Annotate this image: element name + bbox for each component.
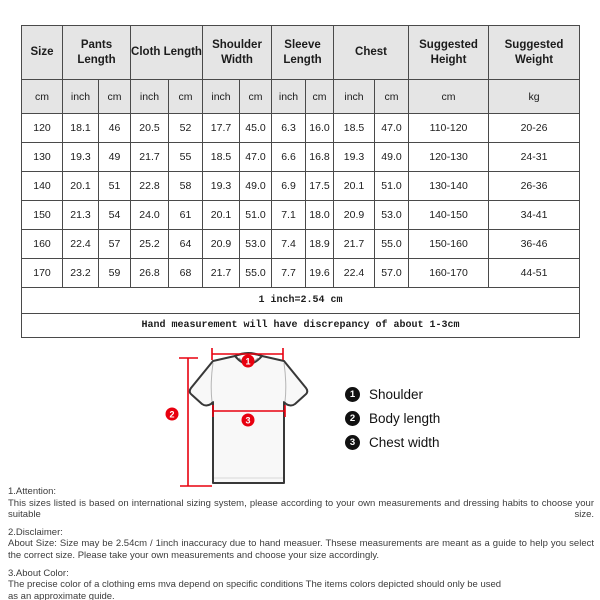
table-cell: 170 <box>22 259 63 288</box>
table-cell: 53.0 <box>240 230 272 259</box>
table-cell: 25.2 <box>131 230 169 259</box>
table-cell: 20.1 <box>334 172 375 201</box>
unit-cell: inch <box>131 80 169 114</box>
table-cell: 59 <box>99 259 131 288</box>
table-row <box>22 114 580 143</box>
table-cell: 7.7 <box>272 259 306 288</box>
table-cell: 23.2 <box>63 259 99 288</box>
table-cell: 110-120 <box>409 114 489 143</box>
header-sleeve-length: Sleeve Length <box>272 26 334 80</box>
table-row <box>22 201 580 230</box>
table-cell: 68 <box>169 259 203 288</box>
legend-item-body-length <box>345 411 440 426</box>
table-cell: 51.0 <box>240 201 272 230</box>
table-cell: 140-150 <box>409 201 489 230</box>
notes-section <box>8 486 594 600</box>
table-cell: 19.3 <box>334 143 375 172</box>
table-cell: 21.7 <box>334 230 375 259</box>
table-cell: 20.1 <box>203 201 240 230</box>
marker-num-1: 1 <box>245 356 251 367</box>
note-heading: 3.About Color: <box>8 567 69 579</box>
table-cell: 6.6 <box>272 143 306 172</box>
legend-label: Body length <box>369 411 441 426</box>
diagram-legend <box>345 387 440 459</box>
unit-cell: cm <box>375 80 409 114</box>
table-cell: 22.4 <box>334 259 375 288</box>
circled-number-icon: 2 <box>345 411 360 426</box>
unit-cell: cm <box>22 80 63 114</box>
table-cell: 24-31 <box>489 143 580 172</box>
table-cell: 49 <box>99 143 131 172</box>
table-cell: 51 <box>99 172 131 201</box>
table-cell: 34-41 <box>489 201 580 230</box>
table-cell: 64 <box>169 230 203 259</box>
table-cell: 160-170 <box>409 259 489 288</box>
table-cell: 55.0 <box>240 259 272 288</box>
table-cell: 6.3 <box>272 114 306 143</box>
table-cell: 150-160 <box>409 230 489 259</box>
table-cell: 19.6 <box>306 259 334 288</box>
table-cell: 7.1 <box>272 201 306 230</box>
table-cell: 18.1 <box>63 114 99 143</box>
unit-cell: kg <box>489 80 580 114</box>
header-row <box>22 26 580 80</box>
table-cell: 18.5 <box>203 143 240 172</box>
units-row <box>22 80 580 114</box>
tshirt-diagram <box>155 340 325 500</box>
header-suggested-weight: Suggested Weight <box>489 26 580 80</box>
table-cell: 55 <box>169 143 203 172</box>
table-cell: 24.0 <box>131 201 169 230</box>
table-cell: 20.1 <box>63 172 99 201</box>
measurement-note: Hand measurement will have discrepancy of about 1-3cm <box>22 314 580 338</box>
legend-item-chest-width <box>345 435 440 450</box>
table-cell: 49.0 <box>240 172 272 201</box>
table-row <box>22 172 580 201</box>
unit-cell: cm <box>240 80 272 114</box>
table-cell: 58 <box>169 172 203 201</box>
table-cell: 49.0 <box>375 143 409 172</box>
note-heading: 2.Disclaimer: <box>8 526 63 538</box>
note-body: About Size: Size may be 2.54cm / 1inch inaccuracy due to hand measuer. Thsese measurements are meant as a guide to help you select the correct size. Please take your own measurements and choose your size accordingly. <box>8 538 594 561</box>
marker-num-3: 3 <box>245 415 251 426</box>
header-size: Size <box>22 26 63 80</box>
table-cell: 21.7 <box>203 259 240 288</box>
unit-cell: cm <box>99 80 131 114</box>
table-row <box>22 143 580 172</box>
note-body: This sizes listed is based on international sizing system, please according to your own measurements and dressing habits to choose your suitable size. <box>8 497 594 521</box>
note-disclaimer <box>8 527 594 562</box>
table-row <box>22 230 580 259</box>
table-cell: 19.3 <box>63 143 99 172</box>
note-body: The precise color of a clothing ems mva depend on specific conditions The items colors depicted should only be used as an approximate guide. <box>8 579 502 600</box>
table-cell: 18.0 <box>306 201 334 230</box>
table-cell: 18.9 <box>306 230 334 259</box>
table-cell: 19.3 <box>203 172 240 201</box>
table-cell: 46 <box>99 114 131 143</box>
table-cell: 47.0 <box>375 114 409 143</box>
header-suggested-height: Suggested Height <box>409 26 489 80</box>
table-cell: 7.4 <box>272 230 306 259</box>
table-cell: 120-130 <box>409 143 489 172</box>
table-cell: 52 <box>169 114 203 143</box>
legend-label: Shoulder <box>369 387 424 402</box>
table-cell: 140 <box>22 172 63 201</box>
note-heading: 1.Attention: <box>8 486 57 497</box>
table-cell: 18.5 <box>334 114 375 143</box>
table-cell: 36-46 <box>489 230 580 259</box>
legend-item-shoulder <box>345 387 440 402</box>
table-cell: 130-140 <box>409 172 489 201</box>
table-cell: 20.9 <box>334 201 375 230</box>
table-row <box>22 259 580 288</box>
measurement-note-row <box>22 314 580 338</box>
unit-cell: cm <box>306 80 334 114</box>
table-cell: 26-36 <box>489 172 580 201</box>
table-cell: 150 <box>22 201 63 230</box>
table-cell: 6.9 <box>272 172 306 201</box>
header-pants-length: Pants Length <box>63 26 131 80</box>
table-cell: 16.0 <box>306 114 334 143</box>
header-shoulder-width: Shoulder Width <box>203 26 272 80</box>
circled-number-icon: 3 <box>345 435 360 450</box>
table-cell: 51.0 <box>375 172 409 201</box>
header-chest: Chest <box>334 26 409 80</box>
table-cell: 44-51 <box>489 259 580 288</box>
unit-cell: inch <box>203 80 240 114</box>
unit-cell: inch <box>272 80 306 114</box>
note-attention <box>8 486 594 521</box>
table-cell: 17.7 <box>203 114 240 143</box>
table-cell: 47.0 <box>240 143 272 172</box>
marker-num-2: 2 <box>169 409 175 420</box>
table-cell: 57 <box>99 230 131 259</box>
table-cell: 21.3 <box>63 201 99 230</box>
table-cell: 45.0 <box>240 114 272 143</box>
size-rows <box>22 114 580 288</box>
size-chart-table <box>21 25 580 338</box>
table-cell: 130 <box>22 143 63 172</box>
table-cell: 54 <box>99 201 131 230</box>
table-cell: 120 <box>22 114 63 143</box>
table-cell: 20.5 <box>131 114 169 143</box>
conversion-note: 1 inch=2.54 cm <box>22 288 580 314</box>
unit-cell: cm <box>409 80 489 114</box>
unit-cell: inch <box>334 80 375 114</box>
unit-cell: cm <box>169 80 203 114</box>
note-about-color <box>8 568 594 600</box>
table-cell: 26.8 <box>131 259 169 288</box>
header-cloth-length: Cloth Length <box>131 26 203 80</box>
circled-number-icon: 1 <box>345 387 360 402</box>
table-cell: 61 <box>169 201 203 230</box>
unit-cell: inch <box>63 80 99 114</box>
table-cell: 16.8 <box>306 143 334 172</box>
table-cell: 22.4 <box>63 230 99 259</box>
table-cell: 57.0 <box>375 259 409 288</box>
table-cell: 20.9 <box>203 230 240 259</box>
table-cell: 55.0 <box>375 230 409 259</box>
table-cell: 21.7 <box>131 143 169 172</box>
table-cell: 22.8 <box>131 172 169 201</box>
conversion-note-row <box>22 288 580 314</box>
table-cell: 17.5 <box>306 172 334 201</box>
table-cell: 20-26 <box>489 114 580 143</box>
table-cell: 53.0 <box>375 201 409 230</box>
legend-label: Chest width <box>369 435 440 450</box>
table-cell: 160 <box>22 230 63 259</box>
